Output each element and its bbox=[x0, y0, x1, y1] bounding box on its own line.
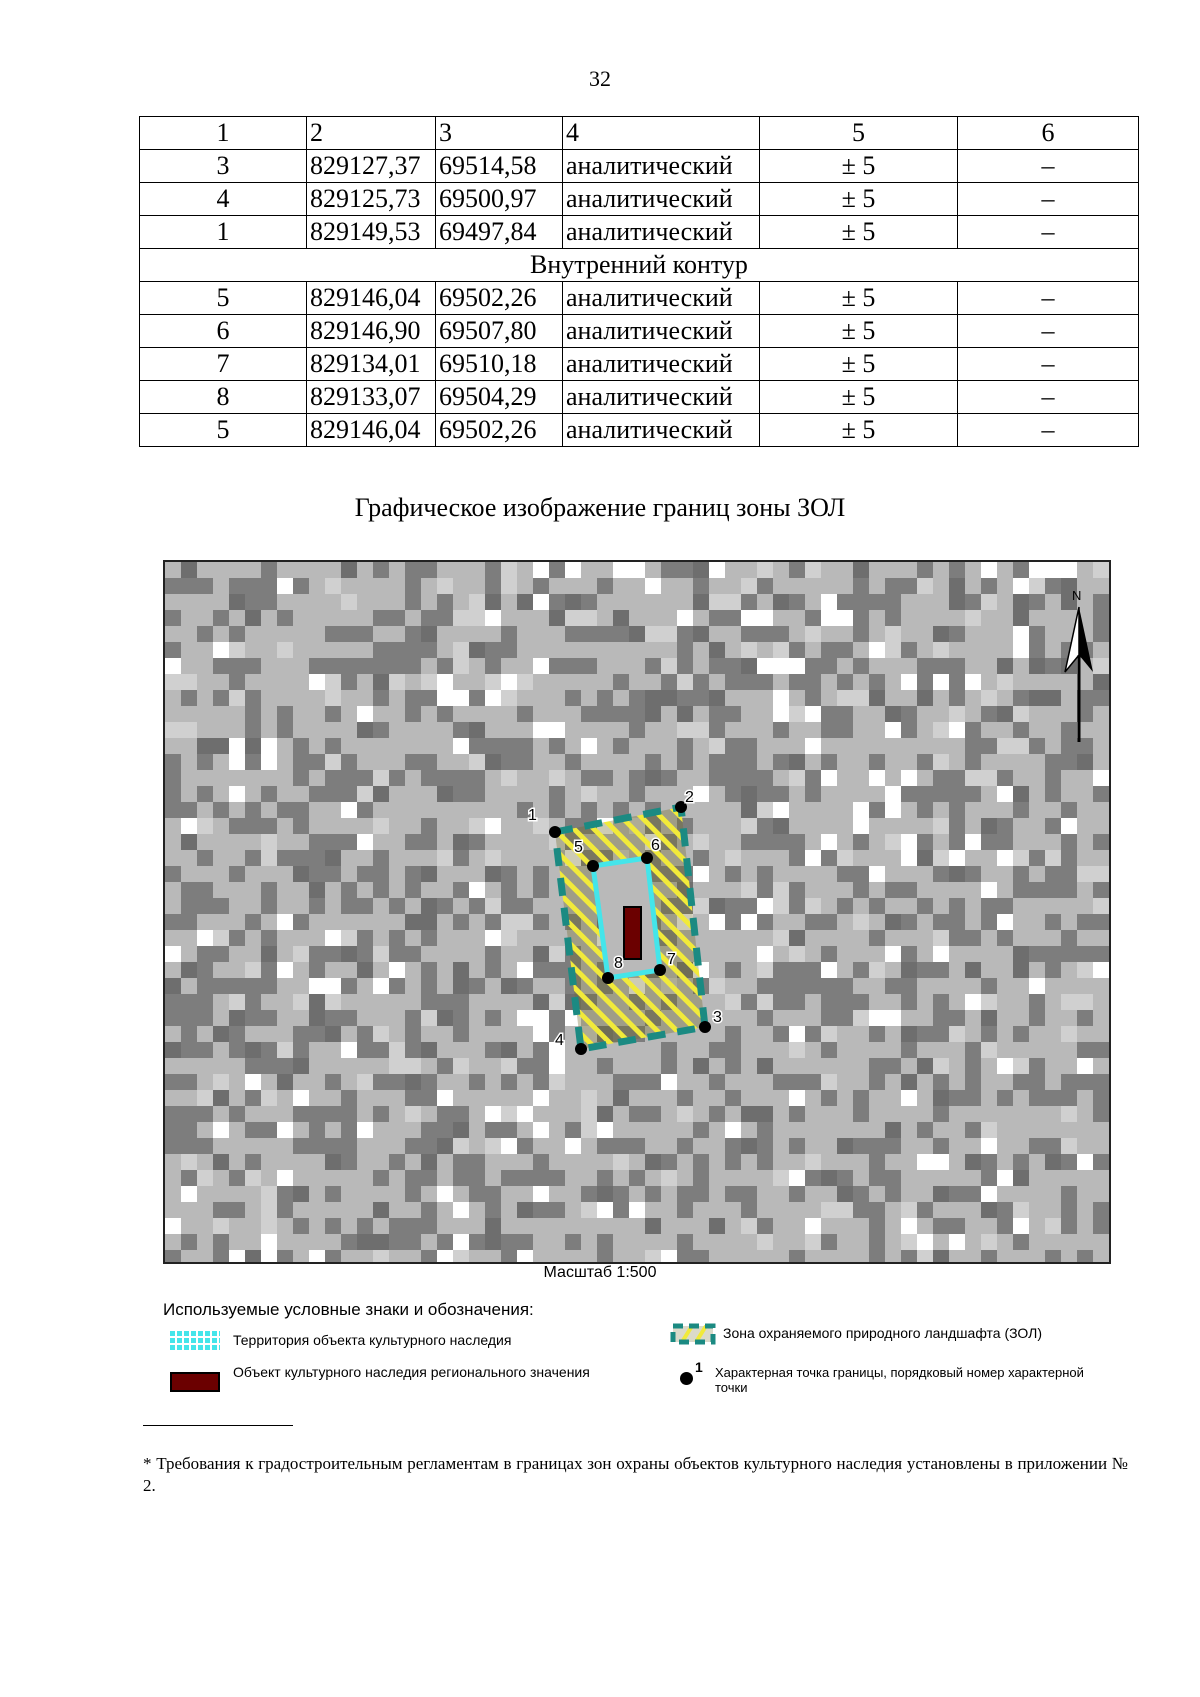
table-cell: 7 bbox=[140, 348, 307, 381]
point-label: 6 bbox=[651, 837, 660, 854]
table-cell: 5 bbox=[140, 414, 307, 447]
table-cell: – bbox=[958, 150, 1139, 183]
legend-territory: Территория объекта культурного наследия bbox=[233, 1332, 512, 1348]
table-cell: ± 5 bbox=[760, 348, 958, 381]
table-cell: ± 5 bbox=[760, 414, 958, 447]
table-cell: 4 bbox=[563, 117, 760, 150]
table-cell: 5 bbox=[760, 117, 958, 150]
footnote-rule bbox=[143, 1425, 293, 1426]
table-cell: 69507,80 bbox=[436, 315, 563, 348]
table-cell: 829146,04 bbox=[307, 414, 436, 447]
boundary-point-icon bbox=[549, 826, 561, 838]
table-cell: 1 bbox=[140, 216, 307, 249]
table-section-row bbox=[140, 249, 1139, 282]
table-row bbox=[140, 183, 1139, 216]
point-label: 1 bbox=[528, 807, 537, 824]
table-cell: аналитический bbox=[563, 315, 760, 348]
territory-swatch bbox=[170, 1330, 220, 1350]
table-cell: 69510,18 bbox=[436, 348, 563, 381]
table-cell: 829125,73 bbox=[307, 183, 436, 216]
map-image bbox=[165, 562, 1109, 1262]
table-cell: ± 5 bbox=[760, 216, 958, 249]
table-cell: аналитический bbox=[563, 150, 760, 183]
object-swatch bbox=[170, 1372, 220, 1392]
table-cell: аналитический bbox=[563, 414, 760, 447]
point-label: 2 bbox=[685, 789, 694, 806]
table-cell: – bbox=[958, 315, 1139, 348]
page-number: 32 bbox=[589, 66, 611, 91]
table-cell: 829146,04 bbox=[307, 282, 436, 315]
table-cell: 829134,01 bbox=[307, 348, 436, 381]
table-row bbox=[140, 348, 1139, 381]
table-cell: 69502,26 bbox=[436, 282, 563, 315]
table-cell: – bbox=[958, 348, 1139, 381]
table-cell: 1 bbox=[140, 117, 307, 150]
boundary-point-icon bbox=[602, 972, 614, 984]
legend-point-number: 1 bbox=[695, 1359, 703, 1375]
boundary-point-icon bbox=[699, 1021, 711, 1033]
table-cell: 829146,90 bbox=[307, 315, 436, 348]
table-cell: аналитический bbox=[563, 216, 760, 249]
table-cell: ± 5 bbox=[760, 150, 958, 183]
north-label: N bbox=[1072, 588, 1082, 603]
legend-point: Характерная точка границы, порядковый номер характерной точки bbox=[715, 1365, 1084, 1395]
table-cell: 69502,26 bbox=[436, 414, 563, 447]
point-label: 5 bbox=[574, 839, 583, 856]
table-cell: 829149,53 bbox=[307, 216, 436, 249]
table-cell: 3 bbox=[140, 150, 307, 183]
table-cell: 829133,07 bbox=[307, 381, 436, 414]
table-cell: 5 bbox=[140, 282, 307, 315]
table-row bbox=[140, 381, 1139, 414]
table-cell: ± 5 bbox=[760, 381, 958, 414]
table-cell: – bbox=[958, 381, 1139, 414]
point-label: 8 bbox=[614, 955, 623, 972]
coordinates-table bbox=[139, 116, 1139, 447]
table-cell: 2 bbox=[307, 117, 436, 150]
point-swatch-icon bbox=[680, 1372, 693, 1385]
boundary-point-icon bbox=[654, 964, 666, 976]
legend-title: Используемые условные знаки и обозначения: bbox=[163, 1300, 534, 1319]
table-cell: – bbox=[958, 216, 1139, 249]
table-cell: 4 bbox=[140, 183, 307, 216]
table-cell: аналитический bbox=[563, 183, 760, 216]
boundary-point-icon bbox=[587, 860, 599, 872]
map-frame bbox=[163, 560, 1111, 1264]
table-cell: 69500,97 bbox=[436, 183, 563, 216]
heritage-object bbox=[624, 907, 641, 959]
table-cell: аналитический bbox=[563, 348, 760, 381]
legend-object: Объект культурного наследия регионального значения bbox=[233, 1364, 590, 1380]
section-label: Внутренний контур bbox=[140, 249, 1139, 282]
table-cell: 69514,58 bbox=[436, 150, 563, 183]
legend-zol: Зона охраняемого природного ландшафта (ЗОЛ) bbox=[723, 1325, 1043, 1341]
table-cell: аналитический bbox=[563, 381, 760, 414]
table-cell: 69497,84 bbox=[436, 216, 563, 249]
table-row bbox=[140, 315, 1139, 348]
table-row bbox=[140, 150, 1139, 183]
table-cell: – bbox=[958, 183, 1139, 216]
map-title: Графическое изображение границ зоны ЗОЛ bbox=[354, 493, 846, 522]
table-cell: 6 bbox=[958, 117, 1139, 150]
table-cell: – bbox=[958, 414, 1139, 447]
table-cell: ± 5 bbox=[760, 282, 958, 315]
table-cell: 8 bbox=[140, 381, 307, 414]
table-cell: 3 bbox=[436, 117, 563, 150]
point-label: 4 bbox=[555, 1032, 564, 1049]
table-row bbox=[140, 414, 1139, 447]
zol-swatch bbox=[670, 1323, 716, 1345]
point-label: 3 bbox=[713, 1009, 722, 1026]
table-row bbox=[140, 216, 1139, 249]
table-cell: – bbox=[958, 282, 1139, 315]
scale-label: Масштаб 1:500 bbox=[543, 1264, 657, 1281]
table-cell: 69504,29 bbox=[436, 381, 563, 414]
table-cell: аналитический bbox=[563, 282, 760, 315]
table-cell: 829127,37 bbox=[307, 150, 436, 183]
footnote: * Требования к градостроительным регламентам в границах зон охраны объектов культурного наследия установлены в приложении № 2. bbox=[143, 1454, 1128, 1495]
table-cell: 6 bbox=[140, 315, 307, 348]
boundary-point-icon bbox=[575, 1043, 587, 1055]
table-row bbox=[140, 282, 1139, 315]
table-header-row bbox=[140, 117, 1139, 150]
table-cell: ± 5 bbox=[760, 315, 958, 348]
table-cell: ± 5 bbox=[760, 183, 958, 216]
point-label: 7 bbox=[667, 951, 676, 968]
